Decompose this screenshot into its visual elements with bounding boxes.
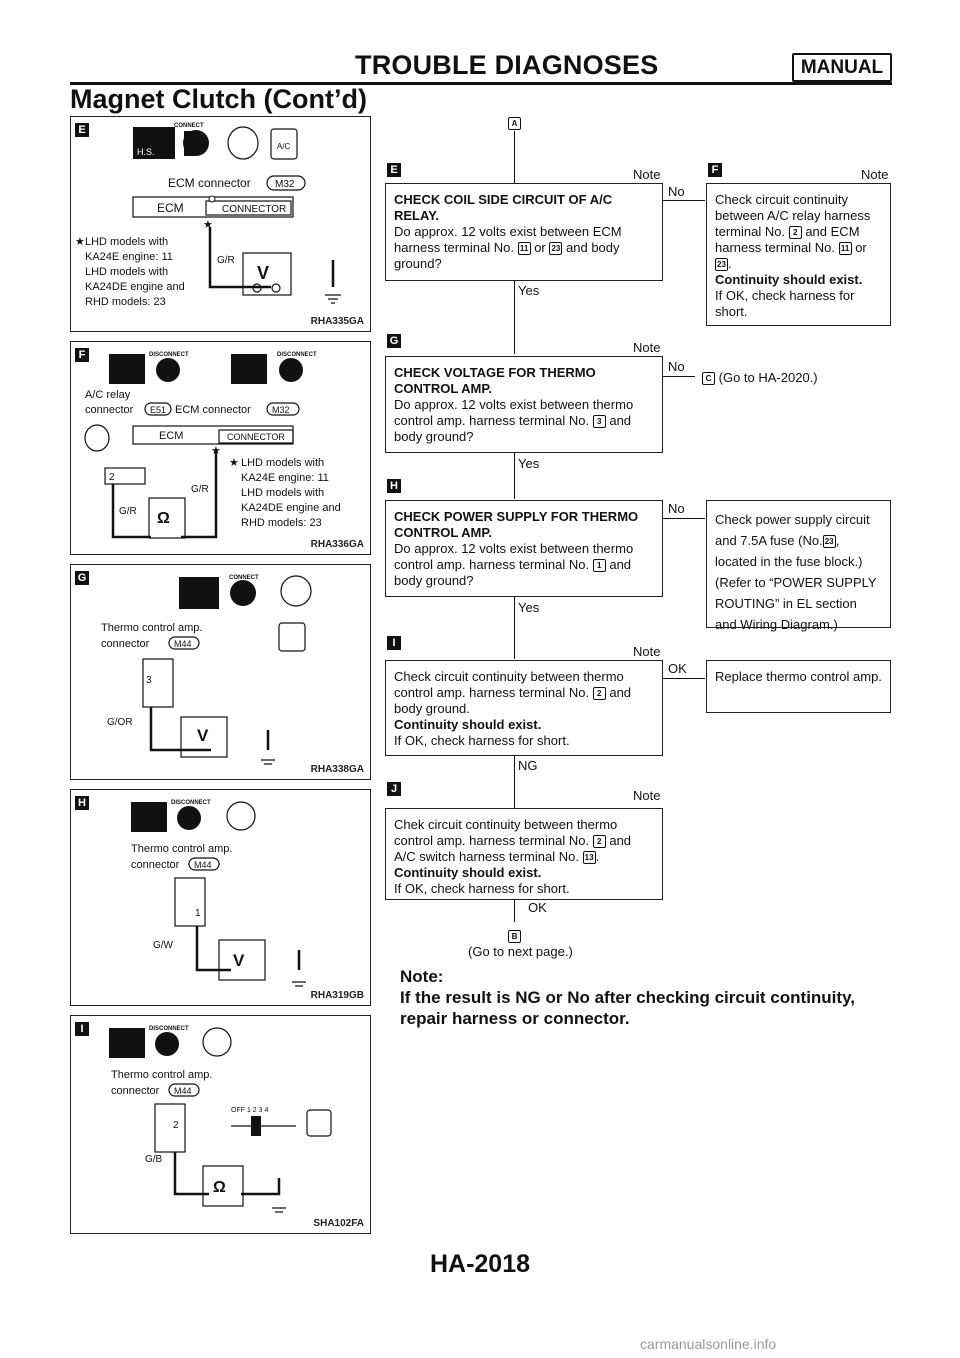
svg-text:connector: connector [131, 859, 180, 871]
svg-text:★: ★ [203, 219, 213, 231]
step-e-title: CHECK COIL SIDE CIRCUIT OF A/C RELAY. [394, 192, 613, 223]
yes-label: Yes [518, 456, 540, 471]
fuse-check-box: Check power supply circuit and 7.5A fuse (No. 23 , located in the fuse block.) (Refer to “POWER SUPPLY ROUTING” in EL section and Wiring Diagram.) [706, 500, 891, 628]
note-label: Note [861, 167, 889, 182]
svg-text:KA24E engine: 11: KA24E engine: 11 [241, 472, 329, 484]
diagram-panel-e [70, 116, 371, 332]
yes-label: Yes [518, 283, 540, 298]
svg-text:CONNECTOR: CONNECTOR [227, 432, 285, 442]
panel-letter: G [75, 571, 89, 585]
svg-text:OFF 1 2 3 4: OFF 1 2 3 4 [231, 1107, 269, 1114]
yes-label: Yes [518, 600, 540, 615]
svg-text:ECM: ECM [159, 430, 184, 442]
svg-text:★: ★ [229, 457, 239, 469]
end-marker-b: B [508, 928, 521, 946]
svg-text:DISCONNECT: DISCONNECT [171, 800, 211, 806]
svg-text:2: 2 [109, 472, 115, 483]
go-to-next-page: (Go to next page.) [468, 944, 573, 959]
go-to-c: C (Go to HA-2020.) [702, 370, 818, 385]
svg-text:connector: connector [101, 638, 150, 650]
svg-text:CONNECTOR: CONNECTOR [222, 204, 287, 215]
svg-text:A/C relay: A/C relay [85, 389, 131, 401]
svg-text:Thermo control amp.: Thermo control amp. [111, 1069, 213, 1081]
step-letter-h: H [387, 479, 401, 493]
svg-text:3: 3 [146, 675, 152, 686]
svg-text:G/R: G/R [119, 506, 137, 517]
step-h-box: CHECK POWER SUPPLY FOR THERMO CONTROL AMP. Do approx. 12 volts exist between thermo control amp. harness terminal No. 1 and body ground? [385, 500, 663, 597]
svg-text:DISCONNECT: DISCONNECT [149, 1026, 189, 1032]
panel-ref: SHA102FA [313, 1218, 364, 1229]
svg-text:2: 2 [173, 1120, 179, 1131]
panel-letter: H [75, 796, 89, 810]
svg-text:RHD models: 23: RHD models: 23 [241, 517, 322, 529]
panel-ref: RHA338GA [310, 764, 364, 775]
panel-letter: I [75, 1022, 89, 1036]
ok-label: OK [668, 661, 687, 676]
replace-amp-box: Replace thermo control amp. [706, 660, 891, 713]
svg-text:LHD models with: LHD models with [85, 266, 169, 278]
svg-text:H.S.: H.S. [137, 147, 155, 157]
svg-text:G/B: G/B [145, 1154, 163, 1165]
note-label: Note [633, 788, 661, 803]
branch-line [663, 200, 705, 201]
svg-text:ECM connector: ECM connector [168, 176, 251, 190]
svg-text:connector: connector [85, 404, 134, 416]
step-letter-j: J [387, 782, 401, 796]
flow-line [514, 131, 515, 183]
flow-line [514, 597, 515, 659]
svg-text:Ω: Ω [157, 510, 170, 527]
note-heading: Note: [400, 967, 444, 986]
panel-h-diagram [71, 790, 370, 1005]
svg-text:ECM: ECM [157, 201, 184, 215]
diagram-panel-g [70, 564, 371, 780]
no-label: No [668, 184, 685, 199]
svg-text:1: 1 [195, 908, 201, 919]
note-text: If the result is NG or No after checking circuit continuity, repair harness or connector. [400, 988, 855, 1028]
svg-text:V: V [233, 951, 245, 970]
watermark: carmanualsonline.info [640, 1336, 777, 1352]
step-letter-e: E [387, 163, 401, 177]
diagram-panel-i [70, 1015, 371, 1234]
branch-line [663, 678, 705, 679]
svg-text:★: ★ [211, 445, 221, 457]
svg-text:M44: M44 [174, 639, 192, 649]
step-i-box: Check circuit continuity between thermo control amp. harness terminal No. 2 and body ground. Continuity should exist. If OK, check harness for short. [385, 660, 663, 756]
svg-text:KA24DE engine and: KA24DE engine and [85, 281, 185, 293]
branch-line [663, 518, 705, 519]
section-title: TROUBLE DIAGNOSES [355, 50, 659, 80]
panel-letter: E [75, 123, 89, 137]
note-label: Note [633, 167, 661, 182]
step-e-box: CHECK COIL SIDE CIRCUIT OF A/C RELAY. Do approx. 12 volts exist between ECM harness terminal No. 11 or 23 and body ground? [385, 183, 663, 281]
svg-text:V: V [257, 263, 270, 283]
svg-text:E51: E51 [150, 405, 167, 415]
diagram-panel-f [70, 341, 371, 555]
svg-text:Ω: Ω [213, 1179, 226, 1196]
svg-text:Thermo control amp.: Thermo control amp. [131, 843, 233, 855]
step-letter-g: G [387, 334, 401, 348]
flow-line [514, 453, 515, 499]
svg-text:★: ★ [75, 236, 85, 248]
svg-text:KA24E engine: 11: KA24E engine: 11 [85, 251, 173, 263]
svg-text:G/W: G/W [153, 940, 173, 951]
svg-text:M32: M32 [275, 179, 295, 190]
panel-g-diagram [71, 565, 370, 779]
no-label: No [668, 359, 685, 374]
page-number: HA-2018 [429, 1250, 531, 1278]
svg-text:DISCONNECT: DISCONNECT [149, 352, 189, 358]
start-marker-a: A [508, 116, 521, 130]
note-label: Note [633, 644, 661, 659]
step-f-box: Check circuit continuity between A/C relay harness terminal No. 2 and ECM harness terminal No. 11 or 23 . Continuity should exist. If OK, check harness for short. [706, 183, 891, 326]
flow-line [514, 756, 515, 808]
panel-ref: RHA319GB [310, 990, 364, 1001]
step-g-box: CHECK VOLTAGE FOR THERMO CONTROL AMP. Do approx. 12 volts exist between thermo control amp. harness terminal No. 3 and body ground? [385, 356, 663, 453]
note-label: Note [633, 340, 661, 355]
svg-text:ECM connector: ECM connector [175, 404, 251, 416]
svg-text:A/C: A/C [277, 142, 291, 151]
panel-letter: F [75, 348, 89, 362]
svg-text:V: V [197, 726, 209, 745]
ok-label: OK [528, 900, 547, 915]
page-subtitle: Magnet Clutch (Cont’d) [70, 84, 367, 114]
svg-text:CONNECT: CONNECT [229, 575, 259, 581]
step-letter-f: F [708, 163, 722, 177]
panel-e-diagram [71, 117, 370, 331]
step-j-box: Chek circuit continuity between thermo control amp. harness terminal No. 2 and A/C switch harness terminal No. 13 . Continuity should exist. If OK, check harness for short. [385, 808, 663, 900]
branch-line [663, 376, 695, 377]
ng-label: NG [518, 758, 538, 773]
svg-text:G/R: G/R [191, 484, 209, 495]
svg-text:Thermo control amp.: Thermo control amp. [101, 622, 203, 634]
svg-text:DISCONNECT: DISCONNECT [277, 352, 317, 358]
svg-text:G/R: G/R [217, 255, 235, 266]
svg-text:LHD models with: LHD models with [85, 236, 169, 248]
svg-text:G/OR: G/OR [107, 717, 133, 728]
svg-text:connector: connector [111, 1085, 160, 1097]
panel-i-diagram [71, 1016, 370, 1233]
svg-text:KA24DE engine and: KA24DE engine and [241, 502, 341, 514]
flow-line [514, 281, 515, 354]
manual-badge: MANUAL [792, 53, 892, 82]
svg-text:M44: M44 [194, 860, 212, 870]
diagram-panel-h [70, 789, 371, 1006]
connect-label: CONNECT [174, 123, 204, 129]
panel-ref: RHA336GA [310, 539, 364, 550]
svg-text:RHD models: 23: RHD models: 23 [85, 296, 166, 308]
svg-text:M32: M32 [272, 405, 290, 415]
flow-line [514, 900, 515, 922]
svg-text:LHD models with: LHD models with [241, 457, 325, 469]
svg-text:LHD models with: LHD models with [241, 487, 325, 499]
panel-ref: RHA335GA [310, 316, 364, 327]
panel-f-diagram [71, 342, 370, 554]
step-letter-i: I [387, 636, 401, 650]
no-label: No [668, 501, 685, 516]
svg-text:M44: M44 [174, 1086, 192, 1096]
